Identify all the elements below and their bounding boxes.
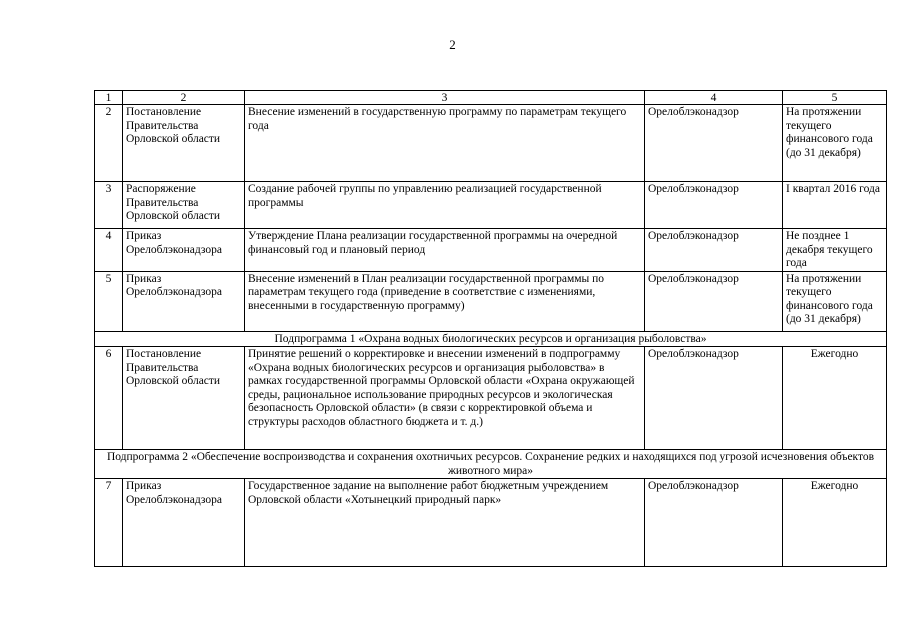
row-number: 3: [95, 182, 123, 229]
measure-description: Утверждение Плана реализации государственной программы на очередной финансовый год и плановый период: [245, 229, 645, 272]
deadline: На протяжении текущего финансового года (до 31 декабря): [783, 105, 887, 182]
table-row: [95, 271, 887, 331]
document-type: Приказ Орелоблэконадзора: [123, 229, 245, 272]
table-row: [95, 105, 887, 182]
header-cell: 3: [245, 91, 645, 105]
deadline: Ежегодно: [783, 479, 887, 567]
deadline: Ежегодно: [783, 347, 887, 450]
table-row: [95, 347, 887, 450]
responsible-executor: Орелоблэконадзор: [645, 347, 783, 450]
responsible-executor: Орелоблэконадзор: [645, 479, 783, 567]
subprogram-row: [95, 450, 887, 479]
deadline: I квартал 2016 года: [783, 182, 887, 229]
document-type: Распоряжение Правительства Орловской области: [123, 182, 245, 229]
responsible-executor: Орелоблэконадзор: [645, 271, 783, 331]
row-number: 2: [95, 105, 123, 182]
row-number: 5: [95, 271, 123, 331]
row-number: 7: [95, 479, 123, 567]
header-cell: 1: [95, 91, 123, 105]
header-cell: 4: [645, 91, 783, 105]
subprogram-row: [95, 331, 887, 347]
table-row: [95, 182, 887, 229]
deadline: На протяжении текущего финансового года (до 31 декабря): [783, 271, 887, 331]
document-type: Приказ Орелоблэконадзора: [123, 271, 245, 331]
document-type: Постановление Правительства Орловской области: [123, 347, 245, 450]
table-row: [95, 479, 887, 567]
deadline: Не позднее 1 декабря текущего года: [783, 229, 887, 272]
measure-description: Создание рабочей группы по управлению реализацией государственной программы: [245, 182, 645, 229]
table-row: [95, 229, 887, 272]
subprogram-title: Подпрограмма 1 «Охрана водных биологических ресурсов и организация рыболовства»: [95, 331, 887, 347]
measure-description: Внесение изменений в План реализации государственной программы по параметрам текущего года (приведение в соответствие с изменениями, внесенными в государственную программу): [245, 271, 645, 331]
row-number: 4: [95, 229, 123, 272]
subprogram-title: Подпрограмма 2 «Обеспечение воспроизводства и сохранения охотничьих ресурсов. Сохранение редких и находящихся под угрозой исчезновения объектов животного мира»: [95, 450, 887, 479]
header-cell: 5: [783, 91, 887, 105]
document-type: Приказ Орелоблэконадзора: [123, 479, 245, 567]
measure-description: Принятие решений о корректировке и внесении изменений в подпрограмму «Охрана водных биологических ресурсов и организация рыболовства» в рамках государственной программы Орловской области «Охрана окружающей среды, рациональное использование природных ресурсов и экологическая безопасность Орловской области» (в связи с корректировкой объема и структуры расходов областного бюджета и т. д.): [245, 347, 645, 450]
header-cell: 2: [123, 91, 245, 105]
measure-description: Внесение изменений в государственную программу по параметрам текущего года: [245, 105, 645, 182]
table-header-row: [95, 91, 887, 105]
measures-table: [94, 90, 887, 567]
responsible-executor: Орелоблэконадзор: [645, 182, 783, 229]
responsible-executor: Орелоблэконадзор: [645, 229, 783, 272]
page-number: 2: [449, 37, 456, 52]
responsible-executor: Орелоблэконадзор: [645, 105, 783, 182]
row-number: 6: [95, 347, 123, 450]
document-type: Постановление Правительства Орловской области: [123, 105, 245, 182]
measure-description: Государственное задание на выполнение работ бюджетным учреждением Орловской области «Хотынецкий природный парк»: [245, 479, 645, 567]
